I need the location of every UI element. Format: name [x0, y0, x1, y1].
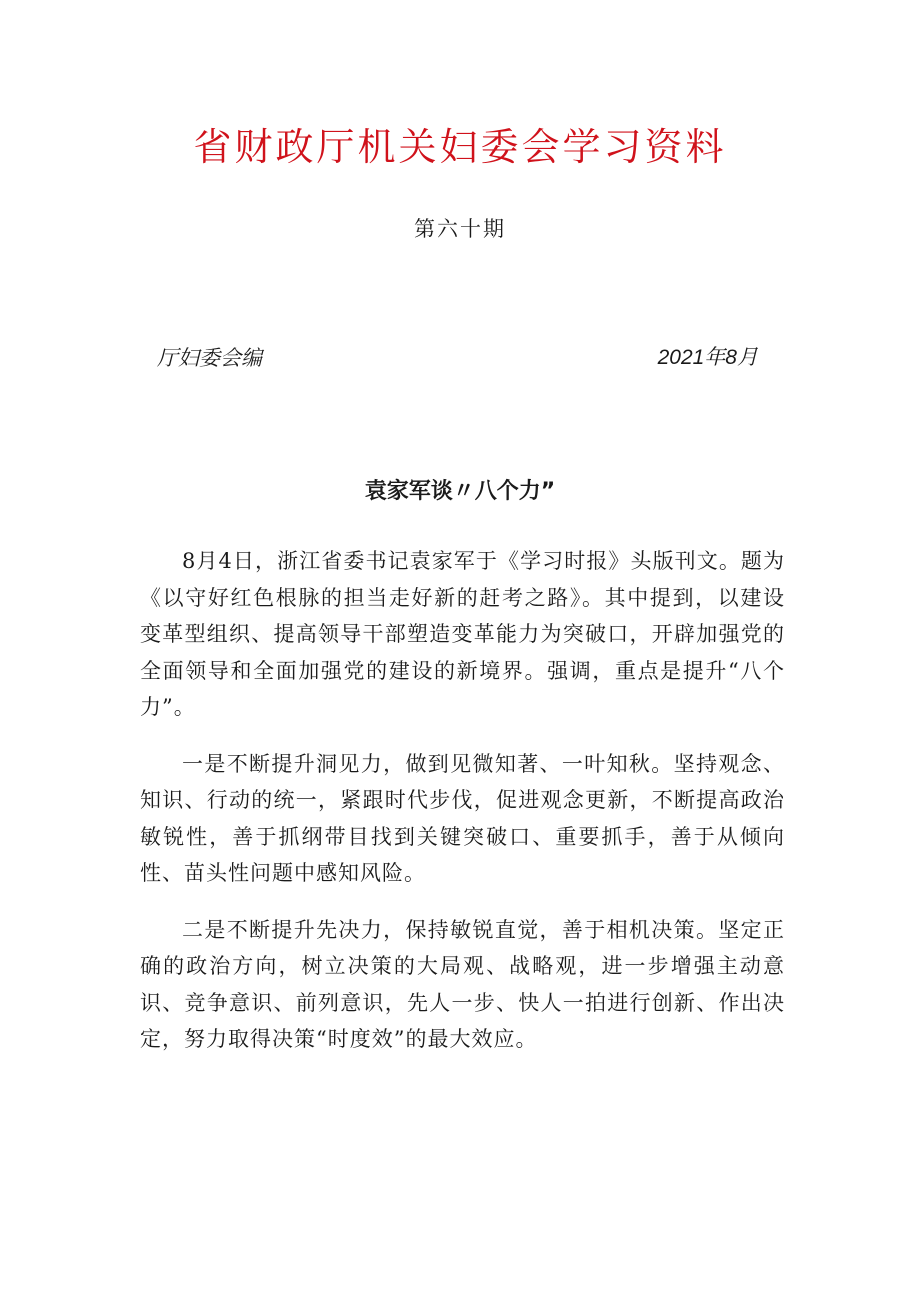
article-body — [140, 543, 785, 1078]
paragraph-intro: 8月4日，浙江省委书记袁家军于《学习时报》头版刊文。题为《以守好红色根脉的担当走好新的赶考之路》。其中提到，以建设变革型组织、提高领导干部塑造变革能力为突破口，开辟加强党的全面领导和全面加强党的建设的新境界。强调，重点是提升“八个力”。 — [140, 549, 785, 719]
paragraph-decision: 二是不断提升先决力，保持敏锐直觉，善于相机决策。坚定正确的政治方向，树立决策的大局观、战略观，进一步增强主动意识、竞争意识、前列意识，先人一步、快人一拍进行创新、作出决定，努力取得决策“时度效”的最大效应。 — [140, 917, 785, 1051]
issue-date: 2021年8月 — [657, 346, 758, 369]
article-title: 袁家军谈〃八个力” — [364, 479, 556, 504]
masthead-title: 省财政厅机关妇委会学习资料 — [193, 125, 727, 169]
issue-number: 第六十期 — [414, 217, 506, 241]
editor-line: 厅妇委会编 — [157, 346, 262, 370]
paragraph-insight: 一是不断提升洞见力，做到见微知著、一叶知秋。坚持观念、知识、行动的统一，紧跟时代步伐，促进观念更新，不断提高政治敏锐性，善于抓纲带目找到关键突破口、重要抓手，善于从倾向性、苗头性问题中感知风险。 — [140, 751, 785, 885]
